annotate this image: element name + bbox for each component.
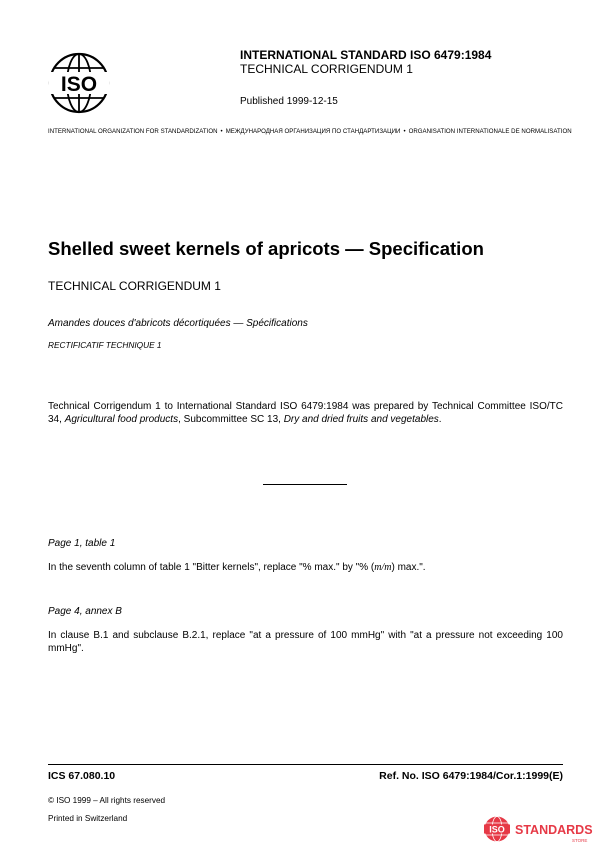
section-text: In clause B.1 and subclause B.2.1, replace "at a pressure of 100 mmHg" with "at a pressure not exceeding 100 mmHg". [48, 630, 563, 654]
iso-standards-store-badge[interactable] [484, 813, 596, 845]
section-heading: Page 1, table 1 [48, 538, 116, 549]
org-name-fr: ORGANISATION INTERNATIONALE DE NORMALISATION [408, 128, 572, 135]
svg-text:ISO: ISO [60, 73, 98, 96]
french-subtitle: RECTIFICATIF TECHNIQUE 1 [48, 340, 162, 350]
org-name-en: INTERNATIONAL ORGANIZATION FOR STANDARDIZATION [48, 128, 218, 135]
svg-text:ISO: ISO [489, 824, 505, 835]
subcommittee-name: Dry and dried fruits and vegetables [283, 414, 439, 425]
bullet-separator: • [220, 128, 223, 135]
document-subtitle: TECHNICAL CORRIGENDUM 1 [48, 279, 221, 293]
svg-text:STANDARDS: STANDARDS [515, 823, 593, 837]
standard-number: INTERNATIONAL STANDARD ISO 6479:1984 [240, 48, 492, 62]
copyright-notice: © ISO 1999 – All rights reserved [48, 796, 166, 805]
reference-number: Ref. No. ISO 6479:1984/Cor.1:1999(E) [379, 770, 563, 782]
intro-paragraph: Technical Corrigendum 1 to International Standard ISO 6479:1984 was prepared by Technical Committee ISO/TC 34, Agricultural food products, Subcommittee SC 13, Dry and dried fruits and vegetables. [48, 401, 563, 425]
organization-line [48, 128, 572, 135]
section-text: In the seventh column of table 1 "Bitter kernels", replace "% max." by "% (m/m) max.". [48, 562, 426, 573]
document-title: Shelled sweet kernels of apricots — Specification [48, 238, 484, 259]
bullet-separator: • [403, 128, 406, 135]
svg-text:STORE: STORE [572, 838, 588, 843]
org-name-ru: МЕЖДУНАРОДНАЯ ОРГАНИЗАЦИЯ ПО СТАНДАРТИЗАЦИИ [225, 128, 401, 135]
footer-rule [48, 764, 563, 765]
french-title: Amandes douces d'abricots décortiquées — Spécifications [48, 318, 308, 329]
corrigendum-label: TECHNICAL CORRIGENDUM 1 [240, 62, 413, 76]
committee-name: Agricultural food products [64, 414, 179, 425]
published-date: Published 1999-12-15 [240, 96, 338, 107]
section-heading: Page 4, annex B [48, 606, 122, 617]
iso-logo [48, 52, 110, 114]
math-expression: m/m [374, 562, 392, 573]
ics-code: ICS 67.080.10 [48, 770, 116, 782]
separator-rule [263, 484, 347, 485]
printed-notice: Printed in Switzerland [48, 814, 128, 823]
